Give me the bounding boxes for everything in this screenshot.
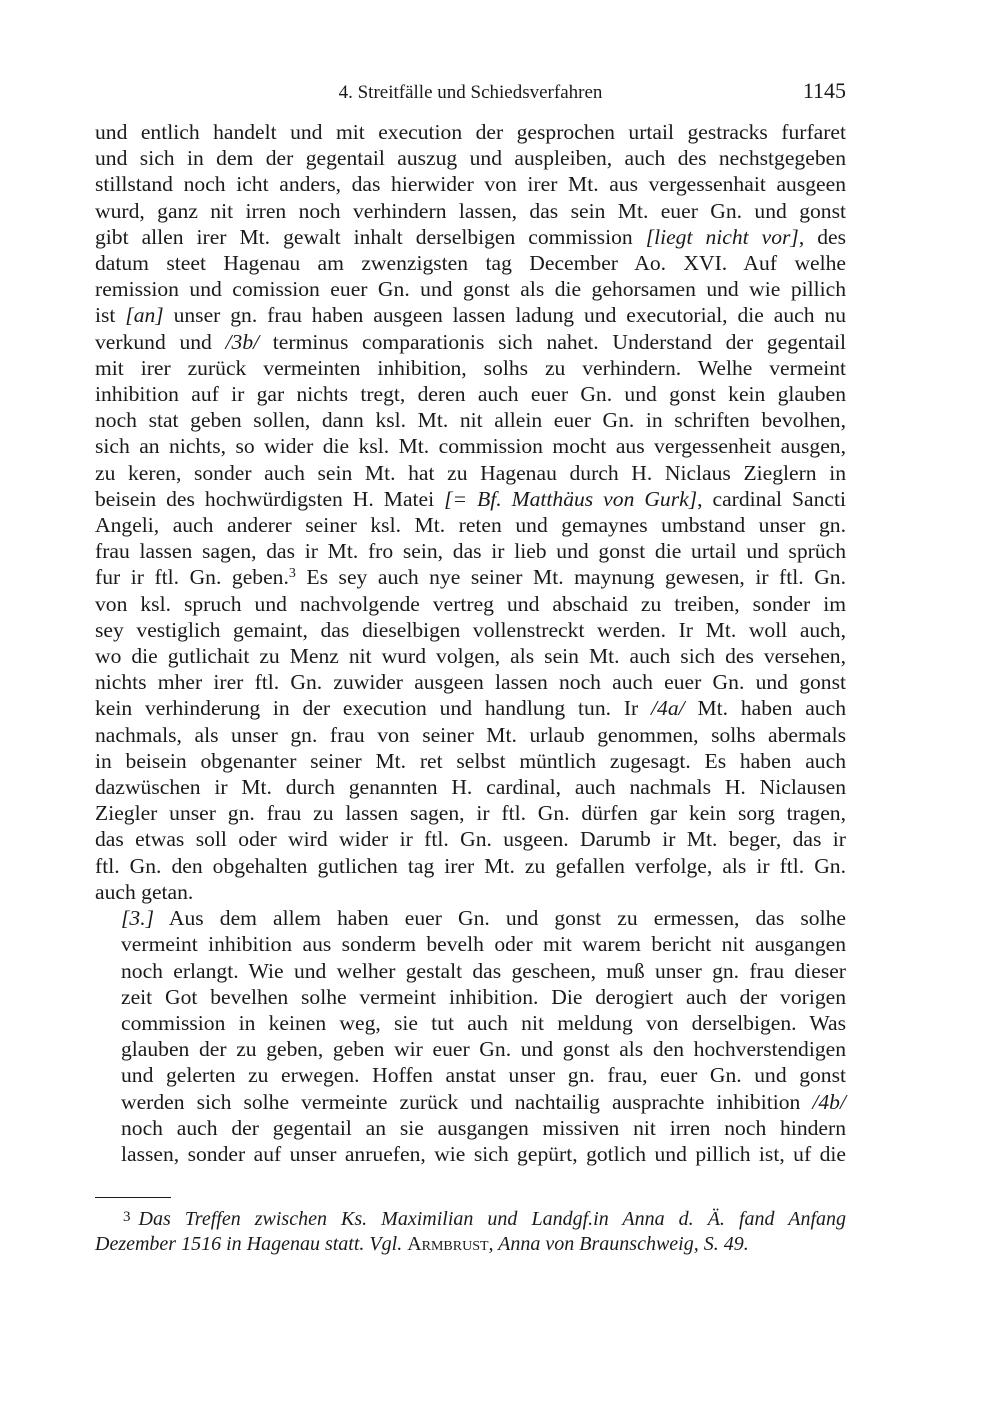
author-name: Armbrust	[407, 1233, 489, 1255]
paragraph-2	[95, 905, 846, 1167]
text-line: sey vestiglich gemaint, das dieselbigen vollenstreckt werden. Ir Mt. woll auch,	[95, 617, 846, 642]
text-line: beisein des hochwürdigsten H. Matei [= Bf. Matthäus von Gurk], cardinal Sancti	[95, 486, 846, 511]
footnote	[95, 1205, 846, 1257]
editorial-insertion: [an]	[125, 303, 164, 328]
text-line: Ziegler unser gn. frau zu lassen sagen, ir ftl. Gn. dürfen gar kein sorg tragen,	[95, 801, 846, 826]
footnote-line: Dezember 1516 in Hagenau statt. Vgl. Armbrust, Anna von Braunschweig, S. 49.	[95, 1233, 749, 1255]
text-line: lassen, sonder auf unser anruefen, wie sich gepürt, gotlich und pillich ist, uf die	[121, 1141, 846, 1166]
text-line: dazwüschen ir Mt. durch genannten H. cardinal, auch nachmals H. Niclausen	[95, 775, 846, 800]
text-line: frau lassen sagen, das ir Mt. fro sein, das ir lieb und gonst die urtail und sprüch	[95, 539, 846, 564]
text-line: wo die gutlichait zu Menz nit wurd volgen, als sein Mt. auch sich des versehen,	[95, 644, 846, 669]
text-line: noch stat geben sollen, dann ksl. Mt. nit allein euer Gn. in schriften bevolhen,	[95, 408, 846, 433]
text-line: commission in keinen weg, sie tut auch nit meldung von derselbigen. Was	[121, 1010, 846, 1035]
running-title: 4. Streitfälle und Schiedsverfahren	[338, 82, 603, 103]
main-text	[95, 119, 846, 1167]
text-line: vermeint inhibition aus sonderm bevelh oder mit warem bericht nit ausgangen	[121, 932, 846, 957]
text-line: noch auch der gegentail an sie ausgangen missiven nit irren noch hindern	[121, 1115, 846, 1140]
text-line: remission und comission euer Gn. und gonst als die gehorsamen und wie pillich	[95, 277, 846, 302]
footnote-divider	[95, 1197, 171, 1198]
editorial-note: [liegt nicht vor]	[645, 224, 799, 249]
folio-marker: /3b/	[225, 329, 260, 354]
text-line: zu keren, sonder auch sein Mt. hat zu Hagenau durch H. Niclaus Zieglern in	[95, 460, 846, 485]
text-line: [3.] Aus dem allem haben euer Gn. und gonst zu ermessen, das solhe	[121, 906, 846, 931]
text-line: auch getan.	[95, 879, 194, 904]
text-line: nichts mher irer ftl. Gn. zuwider ausgeen lassen noch auch euer Gn. und gonst	[95, 670, 846, 695]
text-line: nachmals, als unser gn. frau von seiner Mt. urlaub genommen, solhs abermals	[95, 722, 846, 747]
text-line: mit irer zurück vermeinten inhibition, solhs zu verhindern. Welhe vermeint	[95, 355, 846, 380]
text-line: noch erlangt. Wie und welher gestalt das gescheen, muß unser gn. frau dieser	[121, 958, 846, 983]
text-line: verkund und /3b/ terminus comparationis sich nahet. Understand der gegentail	[95, 329, 846, 354]
folio-marker: /4b/	[812, 1089, 846, 1114]
text-line: das etwas soll oder wird wider ir ftl. Gn. usgeen. Darumb ir Mt. beger, das ir	[95, 827, 846, 852]
text-line: gibt allen irer Mt. gewalt inhalt derselbigen commission [liegt nicht vor], des	[95, 224, 846, 249]
footnote-reference[interactable]: 3	[288, 566, 296, 582]
text-line: kein verhinderung in der execution und handlung tun. Ir /4a/ Mt. haben auch	[95, 696, 846, 721]
text-line: sich an nichts, so wider die ksl. Mt. commission mocht aus vergessenheit ausgen,	[95, 434, 846, 459]
editorial-note: [= Bf. Matthäus von Gurk]	[444, 486, 698, 511]
text-line: wurd, ganz nit irren noch verhindern lassen, das sein Mt. euer Gn. und gonst	[95, 198, 846, 223]
running-header	[95, 78, 846, 106]
text-line: datum steet Hagenau am zwenzigsten tag December Ao. XVI. Auf welhe	[95, 251, 846, 276]
text-line: stillstand noch icht anders, das hierwider von irer Mt. aus vergessenhait ausgeen	[95, 172, 846, 197]
footnote-number: 3	[123, 1209, 131, 1225]
text-line: und sich in dem der gegentail auszug und auspleiben, auch des nechstgegeben	[95, 146, 846, 171]
text-line: ftl. Gn. den obgehalten gutlichen tag irer Mt. zu gefallen verfolge, als ir ftl. Gn.	[95, 853, 846, 878]
text-line: Angeli, auch anderer seiner ksl. Mt. reten und gemaynes umbstand unser gn.	[95, 513, 846, 538]
text-line: zeit Got bevelhen solhe vermeint inhibition. Die derogiert auch der vorigen	[121, 984, 846, 1009]
text-line: ist [an] unser gn. frau haben ausgeen lassen ladung und executorial, die auch nu	[95, 303, 846, 328]
folio-marker: /4a/	[651, 696, 685, 721]
paragraph-1	[95, 119, 846, 905]
section-marker: [3.]	[121, 906, 155, 931]
text-line: in beisein obgenanter seiner Mt. ret selbst müntlich zugesagt. Es haben auch	[95, 748, 846, 773]
text-line: von ksl. spruch und nachvolgende vertreg und abschaid zu treiben, sonder im	[95, 591, 846, 616]
text-line: werden sich solhe vermeinte zurück und nachtailig ausprachte inhibition /4b/	[121, 1089, 846, 1114]
footnote-line: $^3$ Das Treffen zwischen Ks. Maximilian und Landgf.in Anna d. Ä. fand Anfang	[123, 1208, 846, 1230]
text-line: fur ir ftl. Gn. geben.$^3$ Es sey auch nye seiner Mt. maynung gewesen, ir ftl. Gn.	[95, 565, 846, 590]
page-number: 1145	[802, 78, 846, 103]
text-line: und gelerten zu erwegen. Hoffen anstat unser gn. frau, euer Gn. und gonst	[121, 1063, 846, 1088]
text-line: glauben der zu geben, geben wir euer Gn. und gonst als den hochverstendigen	[121, 1037, 846, 1062]
text-line: inhibition auf ir gar nichts tregt, deren auch euer Gn. und gonst kein glauben	[95, 382, 846, 407]
text-line: und entlich handelt und mit execution der gesprochen urtail gestracks furfaret	[95, 120, 846, 144]
